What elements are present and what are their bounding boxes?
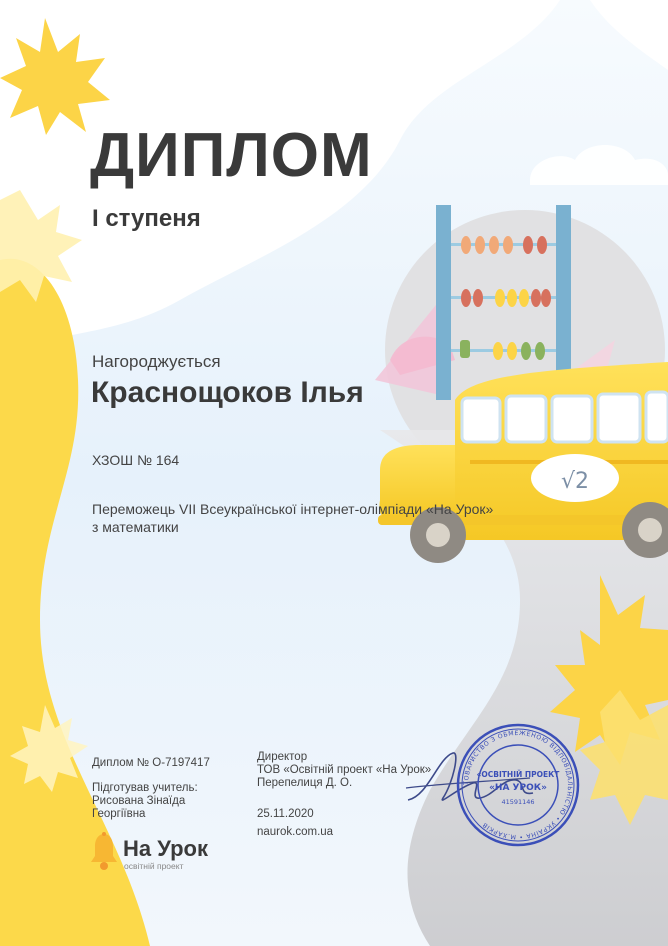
stamp-center-line-1: «ОСВІТНІЙ ПРОЕКТ bbox=[476, 770, 560, 779]
director-label: Директор bbox=[257, 751, 308, 763]
diploma-title: ДИПЛОМ bbox=[90, 121, 373, 190]
logo-name: На Урок bbox=[123, 836, 208, 861]
teacher-label: Підготував учитель: bbox=[92, 782, 198, 794]
stamp-center-line-2: «НА УРОК» bbox=[489, 783, 547, 793]
naurok-logo[interactable] bbox=[88, 830, 228, 874]
diploma-degree: І ступеня bbox=[92, 205, 201, 232]
stamp-outer-text: ТОВАРИСТВО З ОБМЕЖЕНОЮ ВІДПОВІДАЛЬНІСТЮ • УКРАЇНА • М.ХАРКІВ bbox=[462, 729, 574, 841]
logo-subtitle: освітній проект bbox=[124, 861, 184, 871]
awarded-label: Нагороджується bbox=[92, 352, 221, 371]
school-name: ХЗОШ № 164 bbox=[92, 452, 180, 468]
bell-icon bbox=[88, 832, 120, 872]
recipient-name: Краснощоков Ілья bbox=[91, 376, 364, 409]
achievement-line-1: Переможець VII Всеукраїнської інтернет-олімпіади «На Урок» bbox=[92, 501, 494, 517]
achievement-line-2: з математики bbox=[92, 519, 179, 535]
director-name: Перепелиця Д. О. bbox=[257, 777, 353, 789]
diploma-number: Диплом № O-7197417 bbox=[92, 757, 210, 769]
site-link[interactable]: naurok.com.ua bbox=[257, 826, 334, 838]
teacher-block bbox=[92, 782, 242, 821]
bus-sign-text: √2 bbox=[560, 469, 590, 494]
teacher-name-line-2: Георгіївна bbox=[92, 808, 146, 820]
company-stamp bbox=[455, 722, 581, 848]
achievement-text bbox=[92, 500, 612, 536]
issue-date: 25.11.2020 bbox=[257, 808, 314, 820]
stamp-code: 41591146 bbox=[501, 798, 535, 806]
director-org: ТОВ «Освітній проект «На Урок» bbox=[257, 764, 432, 776]
teacher-name-line-1: Рисована Зінаїда bbox=[92, 795, 186, 807]
